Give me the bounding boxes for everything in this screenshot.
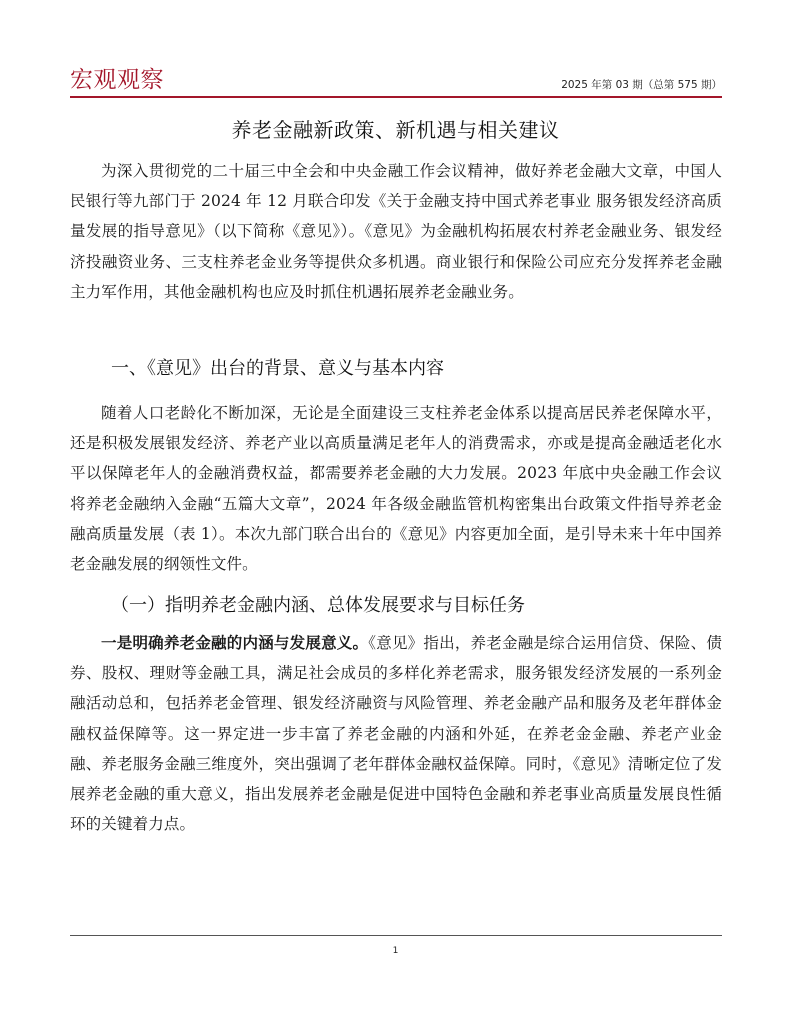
page-number: 1: [392, 946, 399, 956]
issue-number: 2025 年第 03 期（总第 575 期）: [561, 79, 722, 91]
intro-paragraph: 为深入贯彻党的二十届三中全会和中央金融工作会议精神，做好养老金融大文章，中国人民银行等九部门于 2024 年 12 月联合印发《关于金融支持中国式养老事业 服务银发经济高质量发展的指导意见》（以下简称《意见》）。《意见》为金融机构拓展农村养老金融业务、银发经济投融资业务、三支柱养老金业务等提供众多机遇。商业银行和保险公司应充分发挥养老金融主力军作用，其他金融机构也应及时抓住机遇拓展养老金融业务。: [70, 162, 722, 301]
footer-divider: [70, 935, 722, 936]
page-header: [70, 66, 722, 98]
header-divider: [70, 96, 722, 98]
article-title: 养老金融新政策、新机遇与相关建议: [231, 118, 560, 142]
subsection-1-1-paragraph: [70, 628, 722, 839]
subsection-heading-1-1: （一）指明养老金融内涵、总体发展要求与目标任务: [111, 595, 525, 616]
section-1-paragraph: 随着人口老龄化不断加深，无论是全面建设三支柱养老金体系以提高居民养老保障水平，还是积极发展银发经济、养老产业以高质量满足老年人的消费需求，亦或是提高金融适老化水平以保障老年人的金融消费权益，都需要养老金融的大力发展。2023 年底中央金融工作会议将养老金融纳入金融“五篇大文章”，2024 年各级金融监管机构密集出台政策文件指导养老金融高质量发展（表 1）。本次九部门联合出台的《意见》内容更加全面，是引导未来十年中国养老金融发展的纲领性文件。: [70, 404, 722, 574]
lead-phrase: 一是明确养老金融的内涵与发展意义。: [101, 634, 369, 652]
brand-title: 宏观观察: [70, 67, 164, 93]
subsection-body: 《意见》指出，养老金融是综合运用信贷、保险、债券、股权、理财等金融工具，满足社会成员的多样化养老需求，服务银发经济发展的一系列金融活动总和，包括养老金管理、银发经济融资与风险管理、养老金融产品和服务及老年群体金融权益保障等。这一界定进一步丰富了养老金融的内涵和外延，在养老金金融、养老产业金融、养老服务金融三维度外，突出强调了老年群体金融权益保障。同时，《意见》清晰定位了发展养老金融的重大意义，指出发展养老金融是促进中国特色金融和养老事业高质量发展良性循环的关键着力点。: [70, 634, 722, 834]
section-heading-1: 一、《意见》出台的背景、意义与基本内容: [111, 358, 444, 379]
